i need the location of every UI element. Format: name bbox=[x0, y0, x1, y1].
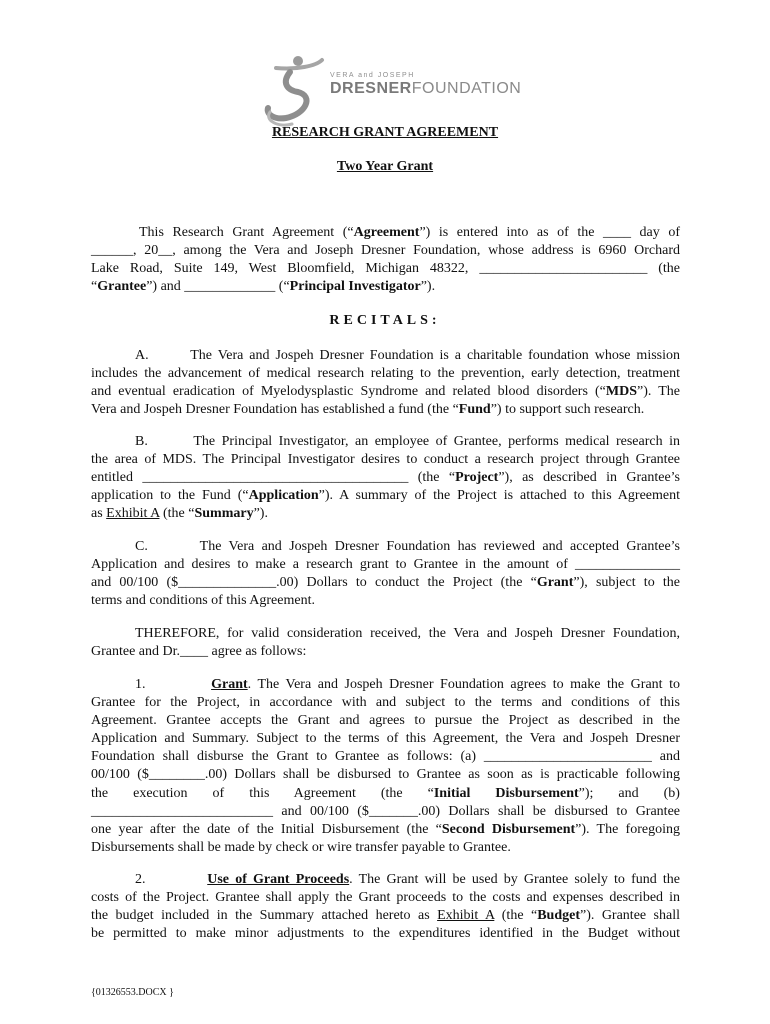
intro-line: ______, 20__, among the Vera and Joseph Dresner Foundation, whose address is 6960 Orchard bbox=[91, 243, 680, 259]
logo-wordmark bbox=[330, 80, 521, 98]
recital-c-line: and 00/100 ($______________.00) Dollars to conduct the Project (the “Grant”), subject to the bbox=[91, 575, 680, 591]
section-1-line: Foundation shall disburse the Grant to Grantee as follows: (a) ________________________ and bbox=[91, 749, 680, 765]
therefore-line: Grantee and Dr.____ agree as follows: bbox=[91, 644, 307, 660]
recital-b-line: B. The Principal Investigator, an employee of Grantee, performs medical research in bbox=[135, 434, 680, 449]
therefore-line: THEREFORE, for valid consideration received, the Vera and Jospeh Dresner Foundation, bbox=[135, 626, 680, 641]
section-2-line: the budget included in the Summary attached hereto as Exhibit A (the “Budget”). Grantee shall bbox=[91, 908, 681, 924]
intro-line: This Research Grant Agreement (“Agreement”) is entered into as of the ____ day of bbox=[139, 225, 680, 240]
document-title: RESEARCH GRANT AGREEMENT bbox=[271, 125, 499, 140]
therefore-paragraph bbox=[91, 625, 680, 661]
recital-b bbox=[91, 433, 680, 523]
recital-a-line: A. The Vera and Jospeh Dresner Foundation is a charitable foundation whose mission bbox=[135, 348, 680, 363]
recital-c-line: C. The Vera and Jospeh Dresner Foundation has reviewed and accepted Grantee’s bbox=[135, 539, 680, 554]
recital-b-line: entitled ______________________________________ (the “Project”), as described in Grantee’s bbox=[91, 470, 680, 486]
section-2-use-of-proceeds bbox=[91, 871, 680, 943]
recitals-heading: RECITALS: bbox=[329, 313, 441, 328]
recital-b-line: the area of MDS. The Principal Investigator desires to conduct a research project through Grantee bbox=[91, 452, 680, 468]
document-subtitle: Two Year Grant bbox=[336, 159, 434, 174]
logo-word-foundation: FOUNDATION bbox=[411, 80, 522, 97]
section-1-line: Grantee for the Project, in accordance with and subject to the terms and conditions of this bbox=[91, 695, 680, 711]
intro-line: “Grantee”) and _____________ (“Principal Investigator”). bbox=[91, 279, 436, 295]
recital-b-line: application to the Fund (“Application”). A summary of the Project is attached to this Agreement bbox=[91, 488, 681, 504]
logo-word-dresner: DRESNER bbox=[330, 80, 412, 97]
section-1-line: Disbursements shall be made by check or wire transfer payable to Grantee. bbox=[91, 839, 511, 855]
section-2-line: costs of the Project. Grantee shall apply the Grant proceeds to the costs and expenses described in bbox=[91, 890, 680, 906]
recital-c bbox=[91, 538, 680, 610]
section-2-line: be permitted to make minor adjustments to the expenditures identified in the Budget without bbox=[91, 926, 680, 942]
section-1-line: one year after the date of the Initial Disbursement (the “Second Disbursement”). The foregoing bbox=[91, 821, 680, 837]
swoosh-figure-icon bbox=[256, 52, 326, 130]
section-1-line: 1. Grant. The Vera and Jospeh Dresner Foundation agrees to make the Grant to bbox=[135, 677, 681, 692]
dresner-foundation-logo bbox=[256, 52, 526, 130]
recital-c-line: terms and conditions of this Agreement. bbox=[91, 593, 315, 609]
recital-a-line: Vera and Jospeh Dresner Foundation has established a fund (the “Fund”) to support such research. bbox=[91, 402, 645, 418]
recital-b-line: as Exhibit A (the “Summary”). bbox=[91, 506, 268, 522]
section-1-line: Application and Summary. Subject to the terms of this Agreement, the Vera and Jospeh Dresner bbox=[91, 731, 680, 747]
section-1-line: the execution of this Agreement (the “Initial Disbursement”); and (b) bbox=[91, 785, 680, 801]
intro-paragraph bbox=[91, 224, 680, 296]
recital-a bbox=[91, 347, 680, 419]
document-footer-id: {01326553.DOCX } bbox=[91, 987, 174, 998]
recital-a-line: includes the advancement of medical research relating to the prevention, early detection, treatment bbox=[91, 366, 680, 382]
section-1-grant bbox=[91, 676, 680, 857]
logo-small-text: VERA and JOSEPH bbox=[330, 72, 415, 79]
recital-a-line: and eventual eradication of Myelodysplastic Syndrome and related blood disorders (“MDS”). The bbox=[91, 384, 680, 400]
section-1-line: __________________________ and 00/100 ($_______.00) Dollars shall be disbursed to Grantee bbox=[91, 803, 680, 819]
section-1-line: 00/100 ($________.00) Dollars shall be disbursed to Grantee as soon as is practicable following bbox=[91, 767, 680, 783]
section-1-line: Agreement. Grantee accepts the Grant and agrees to pursue the Project as described in the bbox=[91, 713, 680, 729]
section-2-line: 2. Use of Grant Proceeds. The Grant will be used by Grantee solely to fund the bbox=[135, 872, 681, 887]
intro-line: Lake Road, Suite 149, West Bloomfield, Michigan 48322, ________________________ (the bbox=[91, 261, 680, 277]
recital-c-line: Application and desires to make a research grant to Grantee in the amount of _______________ bbox=[91, 557, 680, 573]
